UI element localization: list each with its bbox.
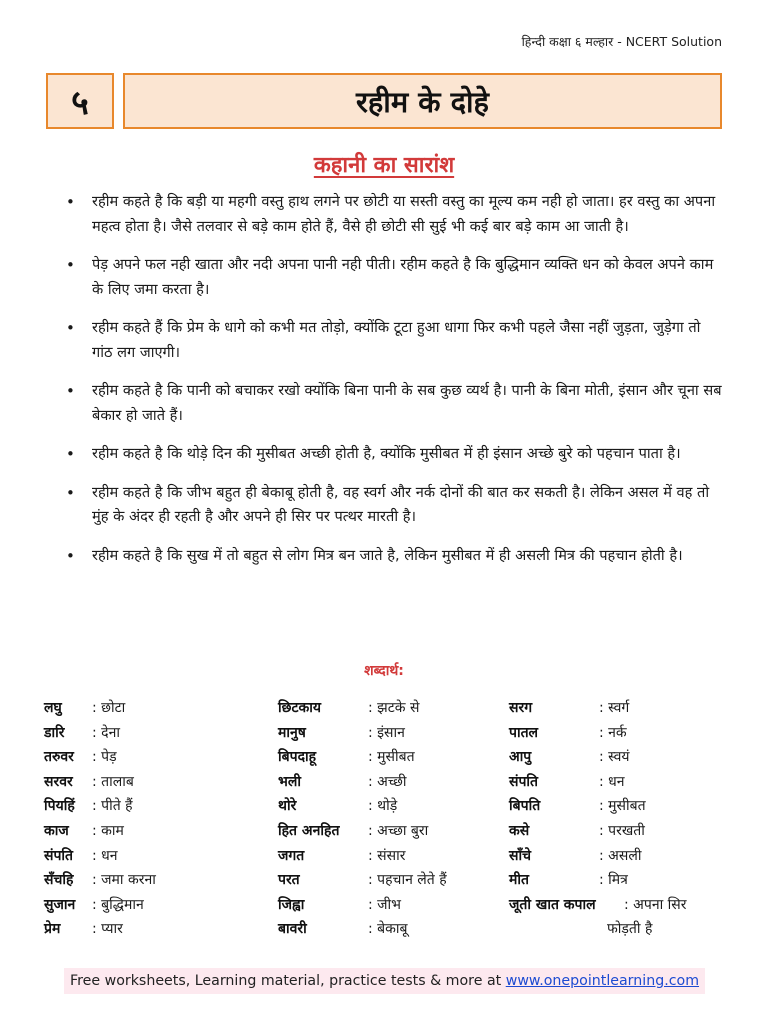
glossary-term: बिपदाहू	[278, 749, 317, 766]
glossary-row	[509, 845, 734, 870]
glossary-meaning: : पहचान लेते हैं	[368, 872, 447, 889]
chapter-title: रहीम के दोहे	[123, 73, 722, 129]
glossary-term: परत	[278, 872, 300, 889]
glossary-row	[278, 820, 508, 845]
summary-list	[62, 190, 724, 582]
summary-point: • रहीम कहते है कि सुख में तो बहुत से लोग मित्र बन जाते है, लेकिन मुसीबत में ही असली मित्र की पहचान होती है।	[62, 544, 724, 569]
glossary-term: कसे	[509, 822, 530, 839]
glossary-row	[278, 746, 508, 771]
footer-website-link[interactable]: www.onepointlearning.com	[505, 973, 700, 989]
glossary-row	[278, 771, 508, 796]
summary-heading-text: कहानी का सारांश	[313, 153, 455, 178]
glossary-meaning: : पेड़	[92, 749, 117, 766]
glossary-meaning: : अच्छी	[368, 773, 407, 790]
summary-point: • रहीम कहते है कि पानी को बचाकर रखो क्योंकि बिना पानी के सब कुछ व्यर्थ है। पानी के बिना मोती, इंसान और चूना सब बेकार हो जाते हैं।	[62, 379, 724, 428]
glossary-term: बावरी	[278, 921, 307, 938]
glossary-meaning: : पीते हैं	[92, 798, 133, 815]
glossary-row	[44, 722, 264, 747]
glossary-row	[44, 845, 264, 870]
glossary-row	[509, 697, 734, 722]
glossary-row	[44, 820, 264, 845]
summary-point: • रहीम कहते है कि बड़ी या महगी वस्तु हाथ लगने पर छोटी या सस्ती वस्तु का मूल्य कम नही हो जाता। हर वस्तु का अपना महत्व होता है। जैसे तलवार से बड़े काम होते हैं, वैसे ही छोटी सी सुई भी कई बार बड़े काम आ जाती है।	[62, 190, 724, 239]
glossary-row	[44, 771, 264, 796]
footer-banner	[64, 968, 705, 994]
glossary-meaning: : स्वर्ग	[599, 700, 630, 716]
glossary-row	[278, 795, 508, 820]
glossary-row	[44, 746, 264, 771]
glossary-term: मीत	[509, 872, 529, 889]
glossary-term: थोरे	[278, 798, 297, 815]
glossary-term: पियहिं	[44, 798, 75, 815]
glossary-term: भली	[278, 773, 301, 790]
summary-point: • रहीम कहते हैं कि प्रेम के धागे को कभी मत तोड़ो, क्योंकि टूटा हुआ धागा फिर कभी पहले जैसा नहीं जुड़ता, जुड़ेगा तो गांठ लग जाएगी।	[62, 316, 724, 365]
glossary-meaning: : छोटा	[92, 700, 126, 716]
glossary-term: जगत	[278, 847, 305, 864]
glossary-row	[44, 869, 264, 894]
glossary-meaning: : धन	[92, 847, 118, 864]
glossary-row	[44, 697, 264, 722]
glossary-meaning: : थोड़े	[368, 798, 398, 815]
glossary-meaning: : बुद्धिमान	[92, 896, 144, 913]
glossary-row	[278, 894, 508, 919]
summary-point: • रहीम कहते है कि थोड़े दिन की मुसीबत अच्छी होती है, क्योंकि मुसीबत में ही इंसान अच्छे बुरे को पहचान पाता है।	[62, 442, 724, 467]
glossary-meaning: : बेकाबू	[368, 921, 408, 938]
glossary-meaning: : जीभ	[368, 896, 402, 913]
glossary-meaning: : देना	[92, 724, 120, 741]
glossary-meaning: : जमा करना	[92, 872, 156, 889]
glossary-meaning: : असली	[599, 847, 642, 864]
glossary-meaning: : मित्र	[599, 872, 628, 889]
glossary-meaning: : काम	[92, 822, 124, 839]
glossary-meaning: : नर्क	[599, 724, 627, 741]
glossary-row	[509, 820, 734, 845]
glossary-term: साँचे	[509, 847, 531, 864]
glossary-row	[278, 722, 508, 747]
glossary-column-3	[509, 697, 734, 943]
glossary-term: सरग	[509, 700, 533, 716]
glossary-row	[44, 894, 264, 919]
glossary-meaning: : तालाब	[92, 773, 134, 790]
glossary-meaning: : प्यार	[92, 921, 123, 938]
glossary-row	[278, 869, 508, 894]
footer-text: Free worksheets, Learning material, practice tests & more at	[69, 973, 506, 989]
glossary-term: जिह्वा	[278, 896, 305, 913]
glossary-term: आपु	[509, 749, 532, 766]
glossary-row	[509, 894, 734, 919]
glossary-table	[44, 697, 734, 945]
glossary-term: सरवर	[44, 773, 73, 790]
glossary-meaning: : धन	[599, 773, 625, 790]
glossary-term: लघु	[44, 700, 62, 716]
glossary-row	[509, 771, 734, 796]
summary-point: • रहीम कहते है कि जीभ बहुत ही बेकाबू होती है, वह स्वर्ग और नर्क दोनों की बात कर सकती है। लेकिन असल में वह तो मुंह के अंदर ही रहती है और अपने ही सिर पर पत्थर मारती है।	[62, 481, 724, 530]
glossary-column-2	[278, 697, 508, 943]
glossary-meaning: फोड़ती है	[607, 921, 653, 938]
glossary-meaning: : अच्छा बुरा	[368, 822, 429, 839]
glossary-row	[509, 869, 734, 894]
chapter-number: ५	[46, 73, 114, 129]
glossary-term: सँचहि	[44, 872, 74, 889]
glossary-row	[509, 795, 734, 820]
glossary-row	[509, 722, 734, 747]
glossary-row	[509, 918, 734, 943]
summary-point: • पेड़ अपने फल नही खाता और नदी अपना पानी नही पीती। रहीम कहते है कि बुद्धिमान व्यक्ति धन को केवल अपने काम के लिए जमा करता है।	[62, 253, 724, 302]
glossary-meaning: : मुसीबत	[368, 749, 415, 766]
glossary-row	[44, 795, 264, 820]
glossary-row	[278, 697, 508, 722]
glossary-term: जूती खात कपाल	[509, 896, 596, 913]
summary-heading	[0, 149, 768, 179]
glossary-row	[278, 918, 508, 943]
glossary-meaning: : स्वयं	[599, 749, 630, 766]
document-header: हिन्दी कक्षा ६ मल्हार - NCERT Solution	[521, 34, 722, 49]
glossary-term: संपति	[44, 847, 74, 864]
glossary-term: हित अनहित	[278, 822, 340, 839]
glossary-heading: शब्दार्थ:	[364, 663, 404, 679]
glossary-term: बिपति	[509, 798, 541, 815]
glossary-term: पातल	[509, 724, 539, 741]
glossary-meaning: : झटके से	[368, 700, 420, 716]
glossary-row	[44, 918, 264, 943]
glossary-term: सुजान	[44, 896, 76, 913]
glossary-meaning: : इंसान	[368, 724, 405, 741]
glossary-row	[509, 746, 734, 771]
glossary-term: मानुष	[278, 724, 306, 741]
glossary-term: तरुवर	[44, 749, 74, 766]
glossary-meaning: : संसार	[368, 847, 406, 864]
glossary-term: डारि	[44, 724, 65, 741]
glossary-term: संपति	[509, 773, 539, 790]
glossary-row	[278, 845, 508, 870]
glossary-meaning: : अपना सिर	[624, 896, 687, 913]
glossary-meaning: : परखती	[599, 822, 645, 839]
glossary-term: काज	[44, 822, 69, 839]
glossary-column-1	[44, 697, 264, 943]
glossary-term: प्रेम	[44, 921, 61, 938]
glossary-term: छिटकाय	[278, 700, 321, 716]
glossary-meaning: : मुसीबत	[599, 798, 646, 815]
